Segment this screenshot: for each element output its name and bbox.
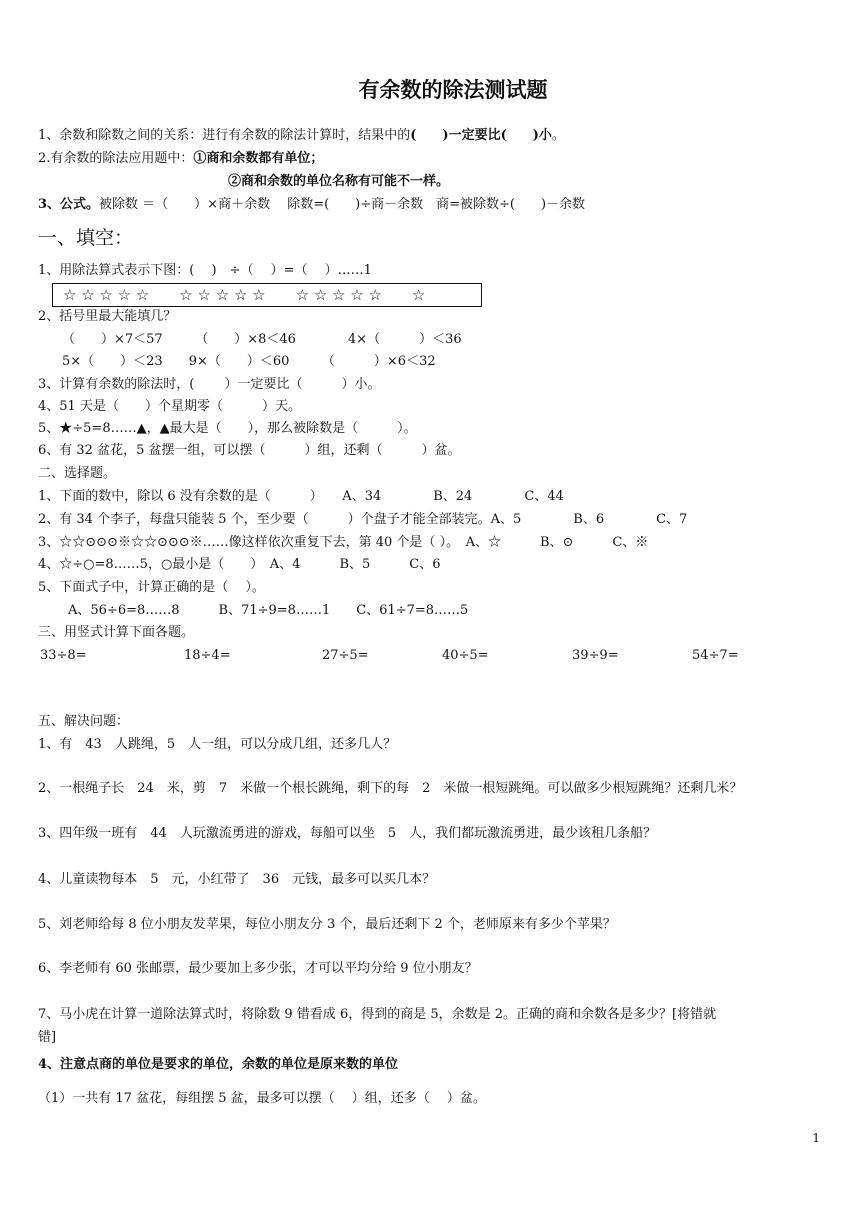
choice-q4: 4、☆÷○=8……5，○最小是（ ） A、4 B、5 C、6 [38, 557, 441, 572]
fill-q2-row-2: 5×（ ）＜23 9×（ ）＜60 （ ）×6＜32 [62, 354, 436, 369]
intro-line-1 [38, 128, 565, 144]
intro-line-4 [38, 197, 585, 213]
fill-q3: 3、计算有余数的除法时，( ）一定要比（ ）小。 [38, 377, 381, 392]
problem-6: 6、李老师有 60 张邮票，最少要加上多少张，才可以平均分给 9 位小朋友？ [38, 961, 478, 976]
calc-item: 54÷7= [692, 648, 739, 663]
choice-q5-options: A、56÷6=8……8 B、71÷9=8……1 C、61÷7=8……5 [68, 603, 469, 618]
note-heading: 4、注意点商的单位是要求的单位，余数的单位是原来数的单位 [38, 1057, 399, 1072]
problem-7-continued: 错] [38, 1030, 57, 1045]
formula-label: 3、公式。 [38, 197, 100, 212]
stars-figure: ☆ ☆ ☆ ☆ ☆ ☆ ☆ ☆ ☆ ☆ ☆ ☆ ☆ ☆ ☆ ☆ [52, 283, 482, 307]
choice-q3: 3、☆☆⊙⊙⊙※☆☆⊙⊙⊙※……像这样依次重复下去，第 40 个是（ ）。 A、☆ B、⊙ C、※ [38, 535, 649, 550]
formula-text: 被除数 ＝（ ）×商＋余数 除数=( )÷商－余数 商=被除数÷( )－余数 [99, 197, 586, 212]
section-2-title: 二、选择题。 [38, 466, 117, 481]
intro-line-2-emphasis: ①商和余数都有单位； [193, 151, 324, 166]
intro-line-1-end: 。 [551, 128, 565, 143]
calc-item: 40÷5= [442, 648, 489, 663]
fill-q5: 5、★÷5=8……▲，▲最大是（ ），那么被除数是（ ）。 [38, 421, 417, 436]
problem-4: 4、儿童读物每本 5 元，小红带了 36 元钱，最多可以买几本？ [38, 872, 436, 887]
page-number: 1 [812, 1131, 820, 1145]
fill-q2: 2、括号里最大能填几？ [38, 309, 177, 324]
fill-q1: 1、用除法算式表示下图：( ) ÷（ ）=（ ）……1 [38, 263, 372, 278]
problem-7: 7、马小虎在计算一道除法算式时，将除数 9 错看成 6，得到的商是 5，余数是 2。正确的商和余数各是多少？[将错就 [38, 1007, 717, 1022]
problem-5: 5、刘老师给每 8 位小朋友发苹果，每位小朋友分 3 个，最后还剩下 2 个，老师原来有多少个苹果？ [38, 917, 616, 932]
fill-q4: 4、51 天是（ ）个星期零（ ）天。 [38, 399, 301, 414]
calc-item: 33÷8= [40, 648, 87, 663]
calc-item: 39÷9= [572, 648, 619, 663]
intro-line-1-emphasis: ( )一定要比( )小 [410, 128, 552, 143]
intro-line-3: ②商和余数的单位名称有可能不一样。 [228, 174, 450, 189]
problem-3: 3、四年级一班有 44 人玩激流勇进的游戏，每船可以坐 5 人，我们都玩激流勇进，最少该租几条船？ [38, 826, 657, 841]
section-3-title: 三、用竖式计算下面各题。 [38, 625, 195, 640]
choice-q1: 1、下面的数中，除以 6 没有余数的是（ ） A、34 B、24 C、44 [38, 489, 564, 504]
intro-line-2-text: 2.有余数的除法应用题中： [38, 151, 194, 166]
section-1-title: 一、填空： [38, 227, 134, 249]
intro-line-1-text: 1、余数和除数之间的关系：进行有余数的除法计算时，结果中的 [38, 128, 411, 143]
choice-q5: 5、下面式子中，计算正确的是（ ）。 [38, 580, 265, 595]
fill-q6: 6、有 32 盆花，5 盆摆一组，可以摆（ ）组，还剩（ ）盆。 [38, 443, 461, 458]
section-5-title: 五、解决问题： [38, 714, 130, 729]
choice-q2: 2、有 34 个李子，每盘只能装 5 个，至少要（ ）个盘子才能全部装完。A、5 B、6 C、7 [38, 512, 688, 527]
note-q1: （1）一共有 17 盆花，每组摆 5 盆，最多可以摆（ ）组，还多（ ）盆。 [38, 1091, 486, 1106]
calc-item: 27÷5= [322, 648, 369, 663]
intro-line-2 [38, 151, 323, 167]
problem-2: 2、一根绳子长 24 米，剪 7 米做一个根长跳绳，剩下的每 2 米做一根短跳绳。可以做多少根短跳绳？还剩几米？ [38, 781, 743, 796]
fill-q2-row-1: （ ）×7＜57 （ ）×8＜46 4×（ ）＜36 [62, 332, 462, 347]
calc-item: 18÷4= [184, 648, 231, 663]
problem-1: 1、有 43 人跳绳，5 人一组，可以分成几组，还多几人？ [38, 737, 397, 752]
page-title: 有余数的除法测试题 [358, 77, 548, 102]
